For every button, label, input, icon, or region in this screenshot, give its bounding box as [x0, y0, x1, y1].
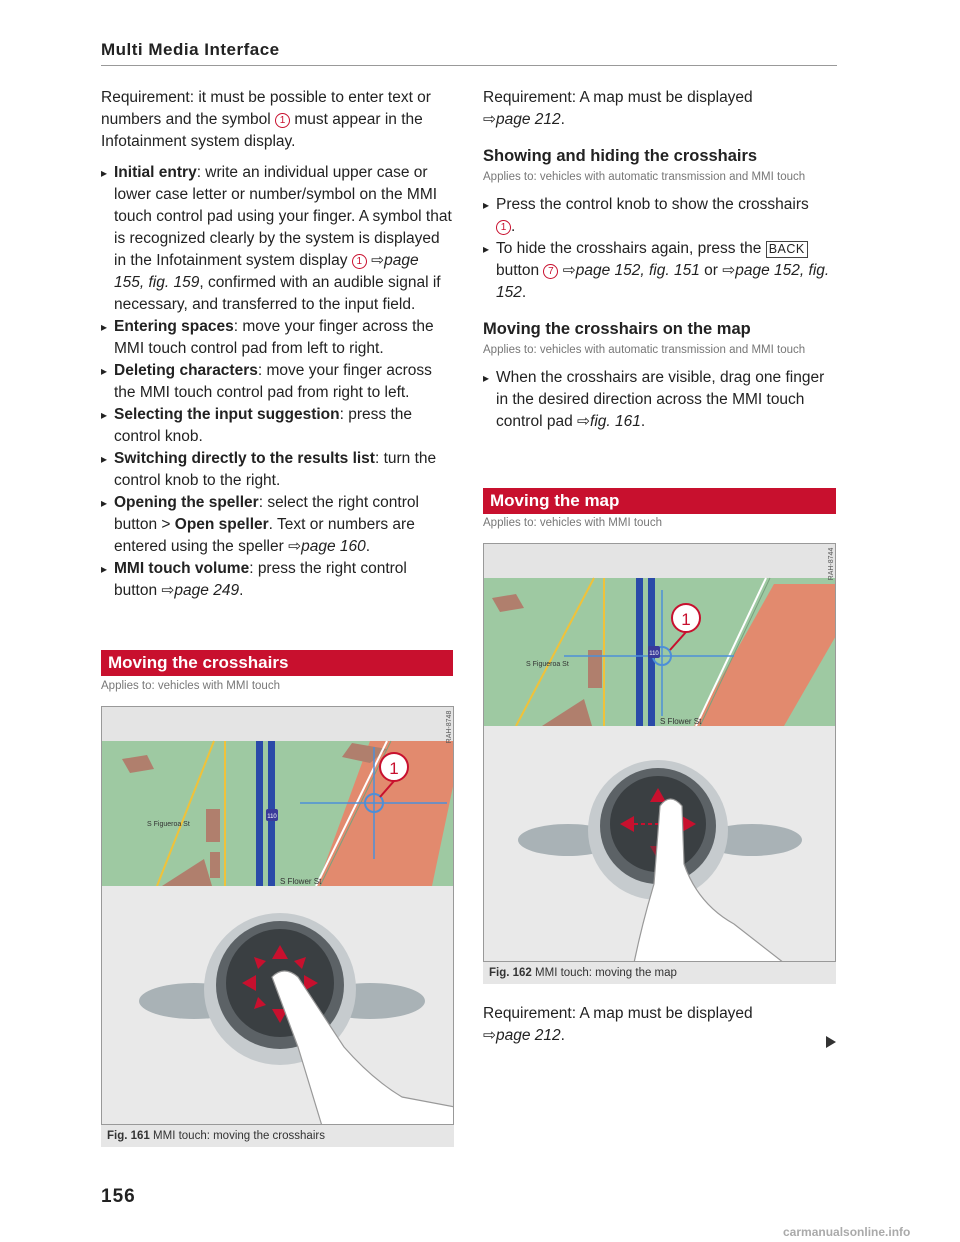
watermark: carmanualsonline.info — [783, 1225, 911, 1239]
figure-162-caption: Fig. 162 MMI touch: moving the map — [483, 962, 836, 984]
applies-to-text: Applies to: vehicles with automatic transmission and MMI touch — [483, 171, 806, 183]
heading-show-hide: Showing and hiding the crosshairs — [483, 147, 758, 165]
back-button-label: BACK — [766, 241, 808, 258]
applies-to-text: Applies to: vehicles with automatic transmission and MMI touch — [483, 344, 806, 356]
street-label: S Figueroa St — [526, 661, 569, 668]
page-ref-link[interactable]: ⇨page 249 — [161, 582, 240, 599]
page-ref-link[interactable]: ⇨page 160 — [288, 538, 366, 555]
list-item: ▸ MMI touch volume: press the right control button ⇨page 249. — [101, 558, 453, 602]
list-item: ▸ Switching directly to the results list: turn the control knob to the right. — [101, 448, 453, 492]
figure-161-caption: Fig. 161 MMI touch: moving the crosshairs — [101, 1125, 454, 1147]
continue-arrow-icon — [826, 1036, 836, 1048]
move-crosshairs-bullets — [483, 367, 835, 433]
figure-161 — [101, 706, 454, 1125]
page-ref-link[interactable]: ⇨page 152, fig. 151 — [562, 262, 700, 279]
list-item: ▸ Entering spaces: move your finger across the MMI touch control pad from left to right. — [101, 316, 453, 360]
marker-1-icon: 1 — [275, 113, 290, 128]
intro-paragraph: Requirement: it must be possible to enter text or numbers and the symbol 1 must appear in the Infotainment system display. — [101, 89, 431, 150]
list-item: ▸ Selecting the input suggestion: press the control knob. — [101, 404, 453, 448]
callout-1-icon: 1 — [681, 610, 691, 629]
section-title-crosshairs: Moving the crosshairs — [101, 650, 453, 676]
figure-162 — [483, 543, 836, 962]
section-title-moving-map: Moving the map — [483, 488, 836, 514]
requirement-paragraph: Requirement: A map must be displayed ⇨page 212. — [483, 1005, 753, 1044]
figure-ref-link[interactable]: ⇨fig. 161 — [577, 413, 641, 430]
applies-to-text: Applies to: vehicles with MMI touch — [483, 517, 662, 529]
header-title: Multi Media Interface — [101, 40, 280, 59]
right-column — [483, 87, 835, 433]
highway-shield: 110 — [649, 651, 659, 657]
highway-shield: 110 — [267, 814, 277, 820]
list-item: ▸ Deleting characters: move your finger across the MMI touch control pad from right to left. — [101, 360, 453, 404]
list-item: ▸ Press the control knob to show the crosshairs 1 . — [483, 194, 835, 238]
list-item: ▸ Initial entry: write an individual upper case or lower case letter or number/symbol on the MMI touch control pad using your finger. A symbol that is recognized clearly by the system is displayed in the Infotainment system display 1 ⇨page 155, fig. 159, confirmed with an audible signal if necessary, and transferred to the input field. — [101, 162, 453, 316]
marker-1-icon: 1 — [496, 220, 511, 235]
page-ref-link[interactable]: ⇨page 212 — [483, 111, 561, 128]
street-label: S Figueroa St — [147, 821, 190, 828]
page-ref-link[interactable]: ⇨page 155, fig. 159 — [114, 252, 419, 291]
page-ref-link[interactable]: ⇨page 152, fig. 152 — [496, 262, 830, 301]
input-bullet-list — [101, 162, 453, 602]
street-label: S Flower St — [660, 717, 702, 726]
left-column — [101, 87, 453, 602]
page-ref-link[interactable]: ⇨page 212 — [483, 1027, 561, 1044]
figure-code: RAH-8744 — [828, 547, 835, 581]
list-item: ▸ Opening the speller: select the right control button > Open speller. Text or numbers are entered using the speller ⇨page 160. — [101, 492, 453, 558]
street-label: S Flower St — [280, 877, 322, 886]
heading-move-crosshairs: Moving the crosshairs on the map — [483, 320, 751, 338]
marker-1-icon: 1 — [352, 254, 367, 269]
callout-1-icon: 1 — [389, 759, 399, 778]
marker-7-icon: 7 — [543, 264, 558, 279]
figure-code: RAH-8748 — [446, 710, 453, 744]
page-header — [101, 40, 837, 66]
list-item: ▸ To hide the crosshairs again, press the BACK button 7 ⇨page 152, fig. 151 or ⇨page 152, fig. 152. — [483, 238, 835, 304]
requirement-paragraph: Requirement: A map must be displayed ⇨page 212. — [483, 89, 753, 128]
list-item: ▸ When the crosshairs are visible, drag one finger in the desired direction across the MMI touch control pad ⇨fig. 161. — [483, 367, 835, 433]
page-number: 156 — [101, 1186, 136, 1207]
show-hide-bullets — [483, 194, 835, 304]
figure-162-illustration — [484, 544, 836, 962]
applies-to-text: Applies to: vehicles with MMI touch — [101, 680, 280, 692]
figure-161-illustration — [102, 707, 454, 1125]
